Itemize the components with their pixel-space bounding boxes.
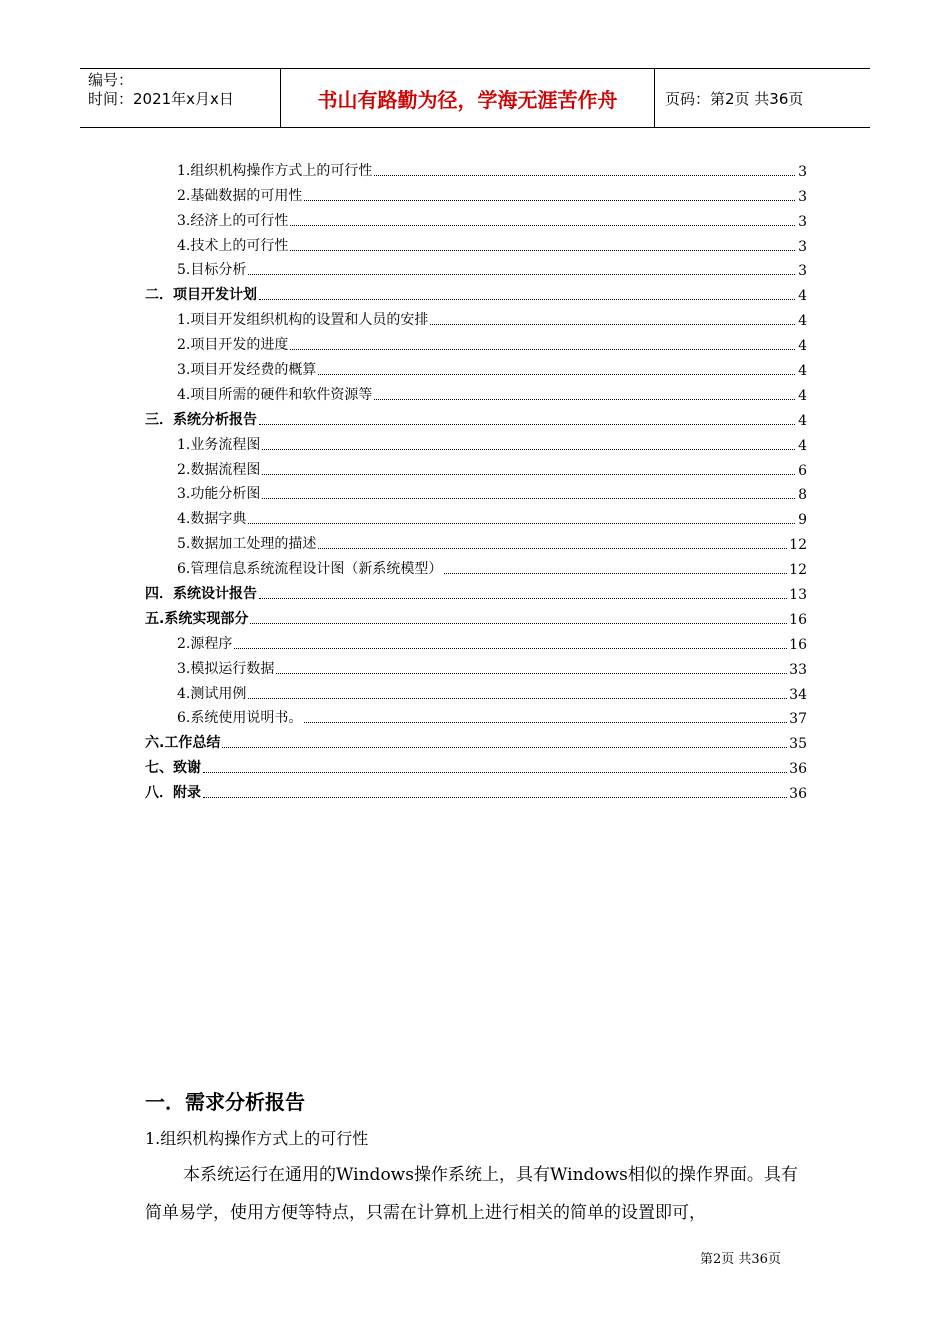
toc-entry-title: 3.功能分析图 bbox=[177, 486, 261, 503]
toc-leader-dots bbox=[262, 449, 795, 450]
toc-entry-page: 4 bbox=[798, 288, 807, 305]
toc-entry-page: 4 bbox=[798, 412, 807, 429]
toc-entry[interactable] bbox=[145, 379, 807, 404]
toc-entry-title: 6.管理信息系统流程设计图（新系统模型） bbox=[177, 561, 443, 578]
toc-entry[interactable] bbox=[145, 404, 807, 429]
toc-entry[interactable] bbox=[145, 329, 807, 354]
toc-entry[interactable] bbox=[145, 727, 807, 752]
toc-entry-page: 6 bbox=[798, 462, 807, 479]
toc-entry[interactable] bbox=[145, 354, 807, 379]
toc-entry-title: 五.系统实现部分 bbox=[145, 610, 249, 627]
toc-entry-title: 1.组织机构操作方式上的可行性 bbox=[177, 162, 373, 179]
section-title: 一．需求分析报告 bbox=[145, 1090, 305, 1114]
header-motto: 书山有路勤为径，学海无涯苦作舟 bbox=[281, 69, 655, 127]
toc-entry-title: 3.模拟运行数据 bbox=[177, 660, 275, 677]
toc-entry-page: 12 bbox=[789, 562, 807, 579]
toc-entry-page: 4 bbox=[798, 313, 807, 330]
toc-entry-title: 4.项目所需的硬件和软件资源等 bbox=[177, 386, 373, 403]
toc-entry-page: 4 bbox=[798, 387, 807, 404]
toc-entry[interactable] bbox=[145, 703, 807, 728]
toc-entry[interactable] bbox=[145, 653, 807, 678]
toc-entry[interactable] bbox=[145, 628, 807, 653]
toc-entry-title: 2.数据流程图 bbox=[177, 461, 261, 478]
toc-leader-dots bbox=[250, 623, 787, 624]
page-header bbox=[80, 68, 870, 128]
toc-entry-title: 八．附录 bbox=[145, 785, 201, 802]
toc-leader-dots bbox=[262, 474, 795, 475]
toc-leader-dots bbox=[444, 573, 787, 574]
toc-entry-page: 3 bbox=[798, 263, 807, 280]
toc-leader-dots bbox=[259, 598, 787, 599]
toc-leader-dots bbox=[304, 722, 787, 723]
toc-entry[interactable] bbox=[145, 279, 807, 304]
toc-entry-title: 2.源程序 bbox=[177, 635, 233, 652]
toc-leader-dots bbox=[374, 175, 795, 176]
toc-entry-page: 9 bbox=[798, 512, 807, 529]
toc-entry-page: 8 bbox=[798, 487, 807, 504]
section-subtitle: 1.组织机构操作方式上的可行性 bbox=[145, 1129, 369, 1148]
toc-entry[interactable] bbox=[145, 304, 807, 329]
toc-leader-dots bbox=[203, 797, 787, 798]
toc-entry-title: 4.技术上的可行性 bbox=[177, 237, 289, 254]
toc-entry-title: 5.数据加工处理的描述 bbox=[177, 536, 317, 553]
toc-entry-title: 六.工作总结 bbox=[145, 735, 221, 752]
toc-leader-dots bbox=[222, 747, 787, 748]
paragraph-text: 本系统运行在通用的Windows操作系统上，具有Windows相似的操作界面。具有简单易学，使用方便等特点，只需在计算机上进行相关的简单的设置即可， bbox=[145, 1165, 798, 1223]
toc-entry-title: 5.目标分析 bbox=[177, 262, 247, 279]
toc-entry-page: 4 bbox=[798, 363, 807, 380]
document-time-label: 时间：2021年x月x日 bbox=[88, 90, 234, 108]
toc-leader-dots bbox=[304, 200, 795, 201]
toc-entry-title: 1.项目开发组织机构的设置和人员的安排 bbox=[177, 312, 429, 329]
toc-entry[interactable] bbox=[145, 479, 807, 504]
document-number-label: 编号： bbox=[88, 71, 134, 89]
toc-entry-page: 4 bbox=[798, 437, 807, 454]
toc-leader-dots bbox=[259, 299, 795, 300]
toc-entry-page: 3 bbox=[798, 188, 807, 205]
toc-entry-title: 4.测试用例 bbox=[177, 685, 247, 702]
toc-entry-title: 七、致谢 bbox=[145, 760, 201, 777]
toc-leader-dots bbox=[318, 548, 787, 549]
toc-entry-title: 4.数据字典 bbox=[177, 511, 247, 528]
toc-entry[interactable] bbox=[145, 429, 807, 454]
toc-entry-page: 33 bbox=[789, 661, 807, 678]
header-meta bbox=[80, 69, 281, 127]
toc-entry[interactable] bbox=[145, 752, 807, 777]
toc-leader-dots bbox=[203, 772, 787, 773]
toc-leader-dots bbox=[259, 424, 795, 425]
toc-entry-page: 16 bbox=[789, 636, 807, 653]
toc-leader-dots bbox=[248, 274, 795, 275]
toc-entry-page: 3 bbox=[798, 213, 807, 230]
toc-entry[interactable] bbox=[145, 205, 807, 230]
toc-entry[interactable] bbox=[145, 528, 807, 553]
toc-entry-title: 6.系统使用说明书。 bbox=[177, 710, 303, 727]
toc-entry-page: 3 bbox=[798, 238, 807, 255]
toc-leader-dots bbox=[276, 673, 787, 674]
toc-entry-title: 1.业务流程图 bbox=[177, 436, 261, 453]
toc-leader-dots bbox=[262, 498, 795, 499]
toc-entry-title: 四．系统设计报告 bbox=[145, 586, 257, 603]
toc-entry-page: 16 bbox=[789, 611, 807, 628]
toc-entry-title: 三．系统分析报告 bbox=[145, 411, 257, 428]
toc-entry-title: 二．项目开发计划 bbox=[145, 287, 257, 304]
toc-entry-page: 35 bbox=[789, 736, 807, 753]
toc-leader-dots bbox=[290, 250, 795, 251]
toc-entry[interactable] bbox=[145, 230, 807, 255]
toc-entry-title: 2.项目开发的进度 bbox=[177, 337, 289, 354]
toc-leader-dots bbox=[234, 648, 787, 649]
toc-leader-dots bbox=[430, 324, 795, 325]
toc-leader-dots bbox=[290, 225, 795, 226]
toc-entry-page: 34 bbox=[789, 686, 807, 703]
toc-entry[interactable] bbox=[145, 454, 807, 479]
toc-entry[interactable] bbox=[145, 180, 807, 205]
toc-leader-dots bbox=[290, 349, 795, 350]
header-page-number: 页码：第2页 共36页 bbox=[665, 89, 804, 108]
toc-leader-dots bbox=[374, 399, 795, 400]
toc-entry-title: 3.经济上的可行性 bbox=[177, 212, 289, 229]
toc-leader-dots bbox=[318, 374, 795, 375]
toc-entry[interactable] bbox=[145, 155, 807, 180]
page-footer: 第2页 共36页 bbox=[700, 1252, 781, 1267]
toc-entry-title: 3.项目开发经费的概算 bbox=[177, 362, 317, 379]
toc-leader-dots bbox=[248, 523, 795, 524]
toc-entry-page: 4 bbox=[798, 338, 807, 355]
toc-entry[interactable] bbox=[145, 603, 807, 628]
toc-entry-title: 2.基础数据的可用性 bbox=[177, 187, 303, 204]
toc-entry-page: 36 bbox=[789, 786, 807, 803]
toc-leader-dots bbox=[248, 698, 787, 699]
toc-entry[interactable] bbox=[145, 255, 807, 280]
toc-entry[interactable] bbox=[145, 503, 807, 528]
toc-entry[interactable] bbox=[145, 578, 807, 603]
toc-entry-page: 3 bbox=[798, 163, 807, 180]
toc-entry[interactable] bbox=[145, 777, 807, 802]
toc-entry[interactable] bbox=[145, 678, 807, 703]
toc-entry-page: 36 bbox=[789, 761, 807, 778]
toc-entry[interactable] bbox=[145, 553, 807, 578]
toc-entry-page: 37 bbox=[789, 711, 807, 728]
section-paragraph bbox=[145, 1156, 807, 1232]
toc-entry-page: 13 bbox=[789, 587, 807, 604]
toc-entry-page: 12 bbox=[789, 537, 807, 554]
table-of-contents bbox=[145, 155, 807, 802]
